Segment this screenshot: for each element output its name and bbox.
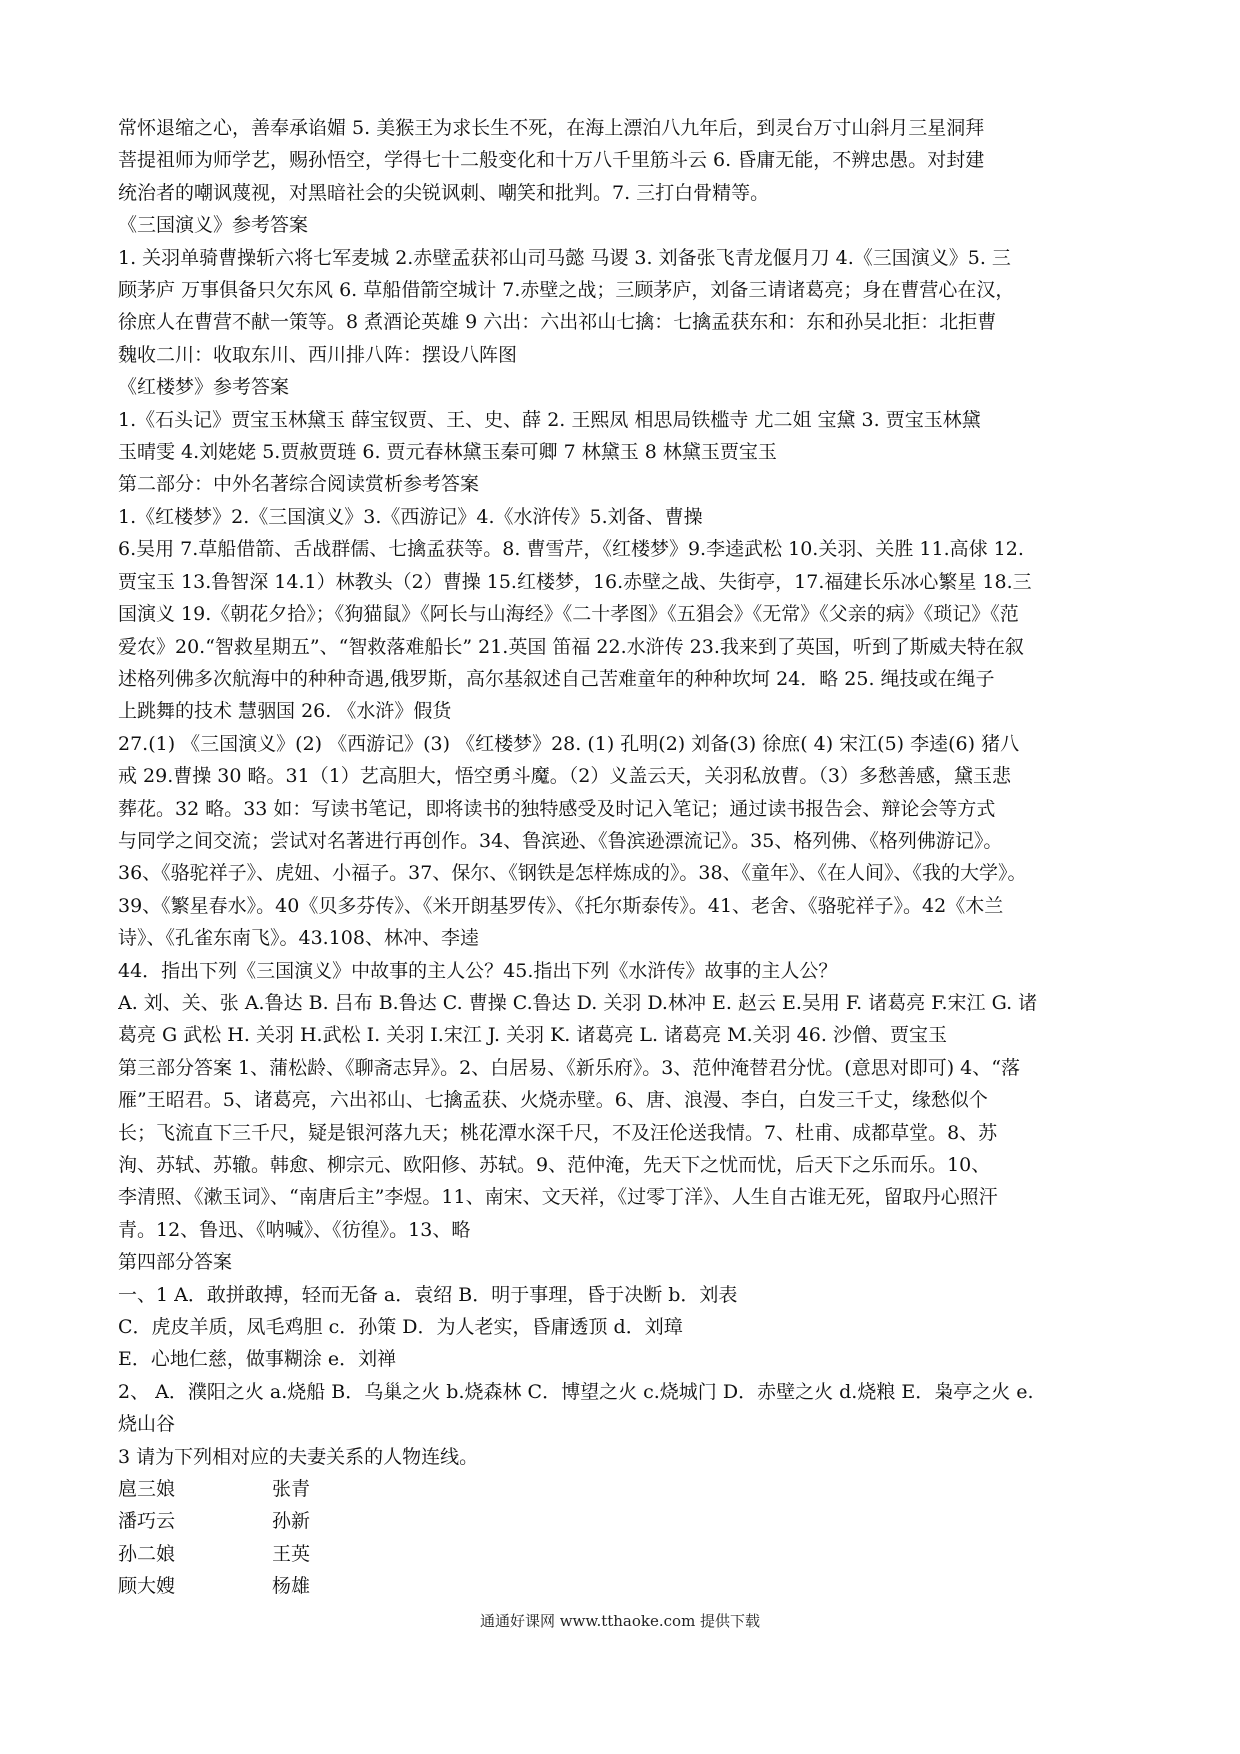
text-line: 葛亮 G 武松 H. 关羽 H.武松 I. 关羽 I.宋江 J. 关羽 K. 诸葛亮 L. 诸葛亮 M.关羽 46. 沙僧、贾宝玉 <box>118 1024 947 1047</box>
answer-text-block <box>118 112 1123 1473</box>
text-line: 徐庶人在曹营不献一策等。8 煮酒论英雄 9 六出：六出祁山七擒：七擒孟获东和：东和孙吴北拒：北拒曹 <box>118 311 997 334</box>
text-line: 第二部分：中外名著综合阅读赏析参考答案 <box>118 473 480 496</box>
matching-row <box>118 1570 1123 1602</box>
text-line: 长；飞流直下三千尺，疑是银河落九天；桃花潭水深千尺，不及汪伦送我情。7、杜甫、成都草堂。8、苏 <box>118 1121 998 1144</box>
wife-name: 孙二娘 <box>118 1542 176 1565</box>
wife-name: 顾大嫂 <box>118 1575 176 1598</box>
text-line: 常怀退缩之心，善奉承谄媚 5. 美猴王为求长生不死，在海上漂泊八九年后，到灵台万寸山斜月三星洞拜 <box>118 117 985 139</box>
text-line: 洵、苏轼、苏辙。韩愈、柳宗元、欧阳修、苏轼。9、范仲淹，先天下之忧而忧，后天下之乐而乐。10、 <box>118 1154 991 1176</box>
text-line: 与同学之间交流；尝试对名著进行再创作。34、鲁滨逊、《鲁滨逊漂流记》。35、格列佛、《格列佛游记》。 <box>118 829 1003 852</box>
text-line: 国演义 19.《朝花夕拾》；《狗猫鼠》《阿长与山海经》《二十孝图》《五猖会》《无常》《父亲的病》《琐记》《范 <box>118 603 1019 626</box>
text-line: 葬花。32 略。33 如：写读书笔记，即将读书的独特感受及时记入笔记；通过读书报告会、辩论会等方式 <box>118 797 996 820</box>
couple-matching-list <box>118 1473 1123 1603</box>
text-line: 《三国演义》参考答案 <box>118 214 309 237</box>
text-line: 戒 29.曹操 30 略。31（1）艺高胆大，悟空勇斗魔。（2）义盖云天，关羽私放曹。（3）多愁善感，黛玉悲 <box>118 765 1011 788</box>
text-line: 统治者的嘲讽蔑视，对黑暗社会的尖锐讽刺、嘲笑和批判。7. 三打白骨精等。 <box>118 181 770 204</box>
husband-name: 张青 <box>272 1478 311 1501</box>
text-line: 贾宝玉 13.鲁智深 14.1）林教头（2）曹操 15.红楼梦，16.赤壁之战、失街亭，17.福建长乐冰心繁星 18.三 <box>118 570 1032 593</box>
text-line: 一、1 A．敢拼敢搏，轻而无备 a．袁绍 B．明于事理，昏于决断 b．刘表 <box>118 1283 738 1306</box>
text-line: 上跳舞的技术 慧骃国 26. 《水浒》假货 <box>118 700 452 723</box>
matching-row <box>118 1505 1123 1537</box>
document-page <box>118 112 1123 1603</box>
text-line: 雁”王昭君。5、诸葛亮，六出祁山、七擒孟获、火烧赤壁。6、唐、浪漫、李白，白发三千丈，缘愁似个 <box>118 1089 988 1112</box>
text-line: 第四部分答案 <box>118 1251 233 1274</box>
text-line: 6.吴用 7.草船借箭、舌战群儒、七擒孟获等。8. 曹雪芹，《红楼梦》9.李逵武松 10.关羽、关胜 11.高俅 12. <box>118 538 1024 561</box>
matching-row <box>118 1473 1123 1505</box>
text-line: 魏收二川：收取东川、西川排八阵：摆设八阵图 <box>118 343 518 366</box>
text-line: 菩提祖师为师学艺，赐孙悟空，学得七十二般变化和十万八千里筋斗云 6. 昏庸无能，不辨忠愚。对封建 <box>118 149 985 172</box>
text-line: 36、《骆驼祥子》、虎妞、小福子。37、保尔、《钢铁是怎样炼成的》。38、《童年》、《在人间》、《我的大学》。 <box>118 862 1027 885</box>
text-line: 1. 关羽单骑曹操斩六将七军麦城 2.赤壁孟获祁山司马懿 马谡 3. 刘备张飞青龙偃月刀 4.《三国演义》5. 三 <box>118 246 1011 269</box>
text-line: 2、 A．濮阳之火 a.烧船 B．乌巢之火 b.烧森林 C．博望之火 c.烧城门 D．赤壁之火 d.烧粮 E．枭亭之火 e. <box>118 1380 1034 1403</box>
husband-name: 王英 <box>272 1542 311 1565</box>
text-line: 诗》、《孔雀东南飞》。43.108、林冲、李逵 <box>118 927 479 950</box>
husband-name: 孙新 <box>272 1510 311 1533</box>
text-line: 第三部分答案 1、蒲松龄、《聊斋志异》。2、白居易、《新乐府》。3、范仲淹替君分忧。(意思对即可) 4、“落 <box>118 1056 1020 1079</box>
text-line: 44．指出下列《三国演义》中故事的主人公？45.指出下列《水浒传》故事的主人公？ <box>118 959 838 982</box>
husband-name: 杨雄 <box>272 1575 311 1598</box>
text-line: 3 请为下列相对应的夫妻关系的人物连线。 <box>118 1445 479 1468</box>
text-line: 1.《红楼梦》2.《三国演义》3.《西游记》4.《水浒传》5.刘备、曹操 <box>118 505 703 528</box>
text-line: 烧山谷 <box>118 1413 176 1436</box>
text-line: E．心地仁慈，做事糊涂 e．刘禅 <box>118 1348 397 1371</box>
text-line: A. 刘、关、张 A.鲁达 B. 吕布 B.鲁达 C. 曹操 C.鲁达 D. 关羽 D.林冲 E. 赵云 E.吴用 F. 诸葛亮 F.宋江 G. 诸 <box>118 991 1038 1014</box>
text-line: 青。12、鲁迅、《呐喊》、《彷徨》。13、略 <box>118 1218 471 1241</box>
text-line: C．虎皮羊质，凤毛鸡胆 c．孙策 D．为人老实，昏庸透顶 d．刘璋 <box>118 1316 683 1339</box>
text-line: 爱农》20.“智救星期五”、“智救落难船长” 21.英国 笛福 22.水浒传 23.我来到了英国，听到了斯威夫特在叙 <box>118 635 1024 658</box>
page-footer: 通通好课网 www.tthaoke.com 提供下载 <box>479 1612 761 1630</box>
text-line: 玉晴雯 4.刘姥姥 5.贾赦贾琏 6. 贾元春林黛玉秦可卿 7 林黛玉 8 林黛玉贾宝玉 <box>118 441 777 464</box>
wife-name: 扈三娘 <box>118 1478 176 1501</box>
wife-name: 潘巧云 <box>118 1510 176 1533</box>
text-line: 《红楼梦》参考答案 <box>118 376 290 399</box>
text-line: 39、《繁星春水》。40《贝多芬传》、《米开朗基罗传》、《托尔斯泰传》。41、老舍、《骆驼祥子》。42《木兰 <box>118 894 1004 917</box>
text-line: 1.《石头记》贾宝玉林黛玉 薛宝钗贾、王、史、薛 2. 王熙凤 相思局铁槛寺 尤二姐 宝黛 3. 贾宝玉林黛 <box>118 408 981 431</box>
matching-row <box>118 1538 1123 1570</box>
text-line: 李清照、《漱玉词》、“南唐后主”李煜。11、南宋、文天祥，《过零丁洋》、人生自古谁无死，留取丹心照汗 <box>118 1186 998 1209</box>
text-line: 顾茅庐 万事俱备只欠东风 6. 草船借箭空城计 7.赤壁之战；三顾茅庐，刘备三请诸葛亮；身在曹营心在汉， <box>118 279 1015 302</box>
text-line: 述格列佛多次航海中的种种奇遇,俄罗斯，高尔基叙述自己苦难童年的种种坎坷 24．略 25. 绳技或在绳子 <box>118 667 995 690</box>
text-line: 27.(1) 《三国演义》(2) 《西游记》(3) 《红楼梦》28. (1) 孔明(2) 刘备(3) 徐庶( 4) 宋江(5) 李逵(6) 猪八 <box>118 732 1020 755</box>
